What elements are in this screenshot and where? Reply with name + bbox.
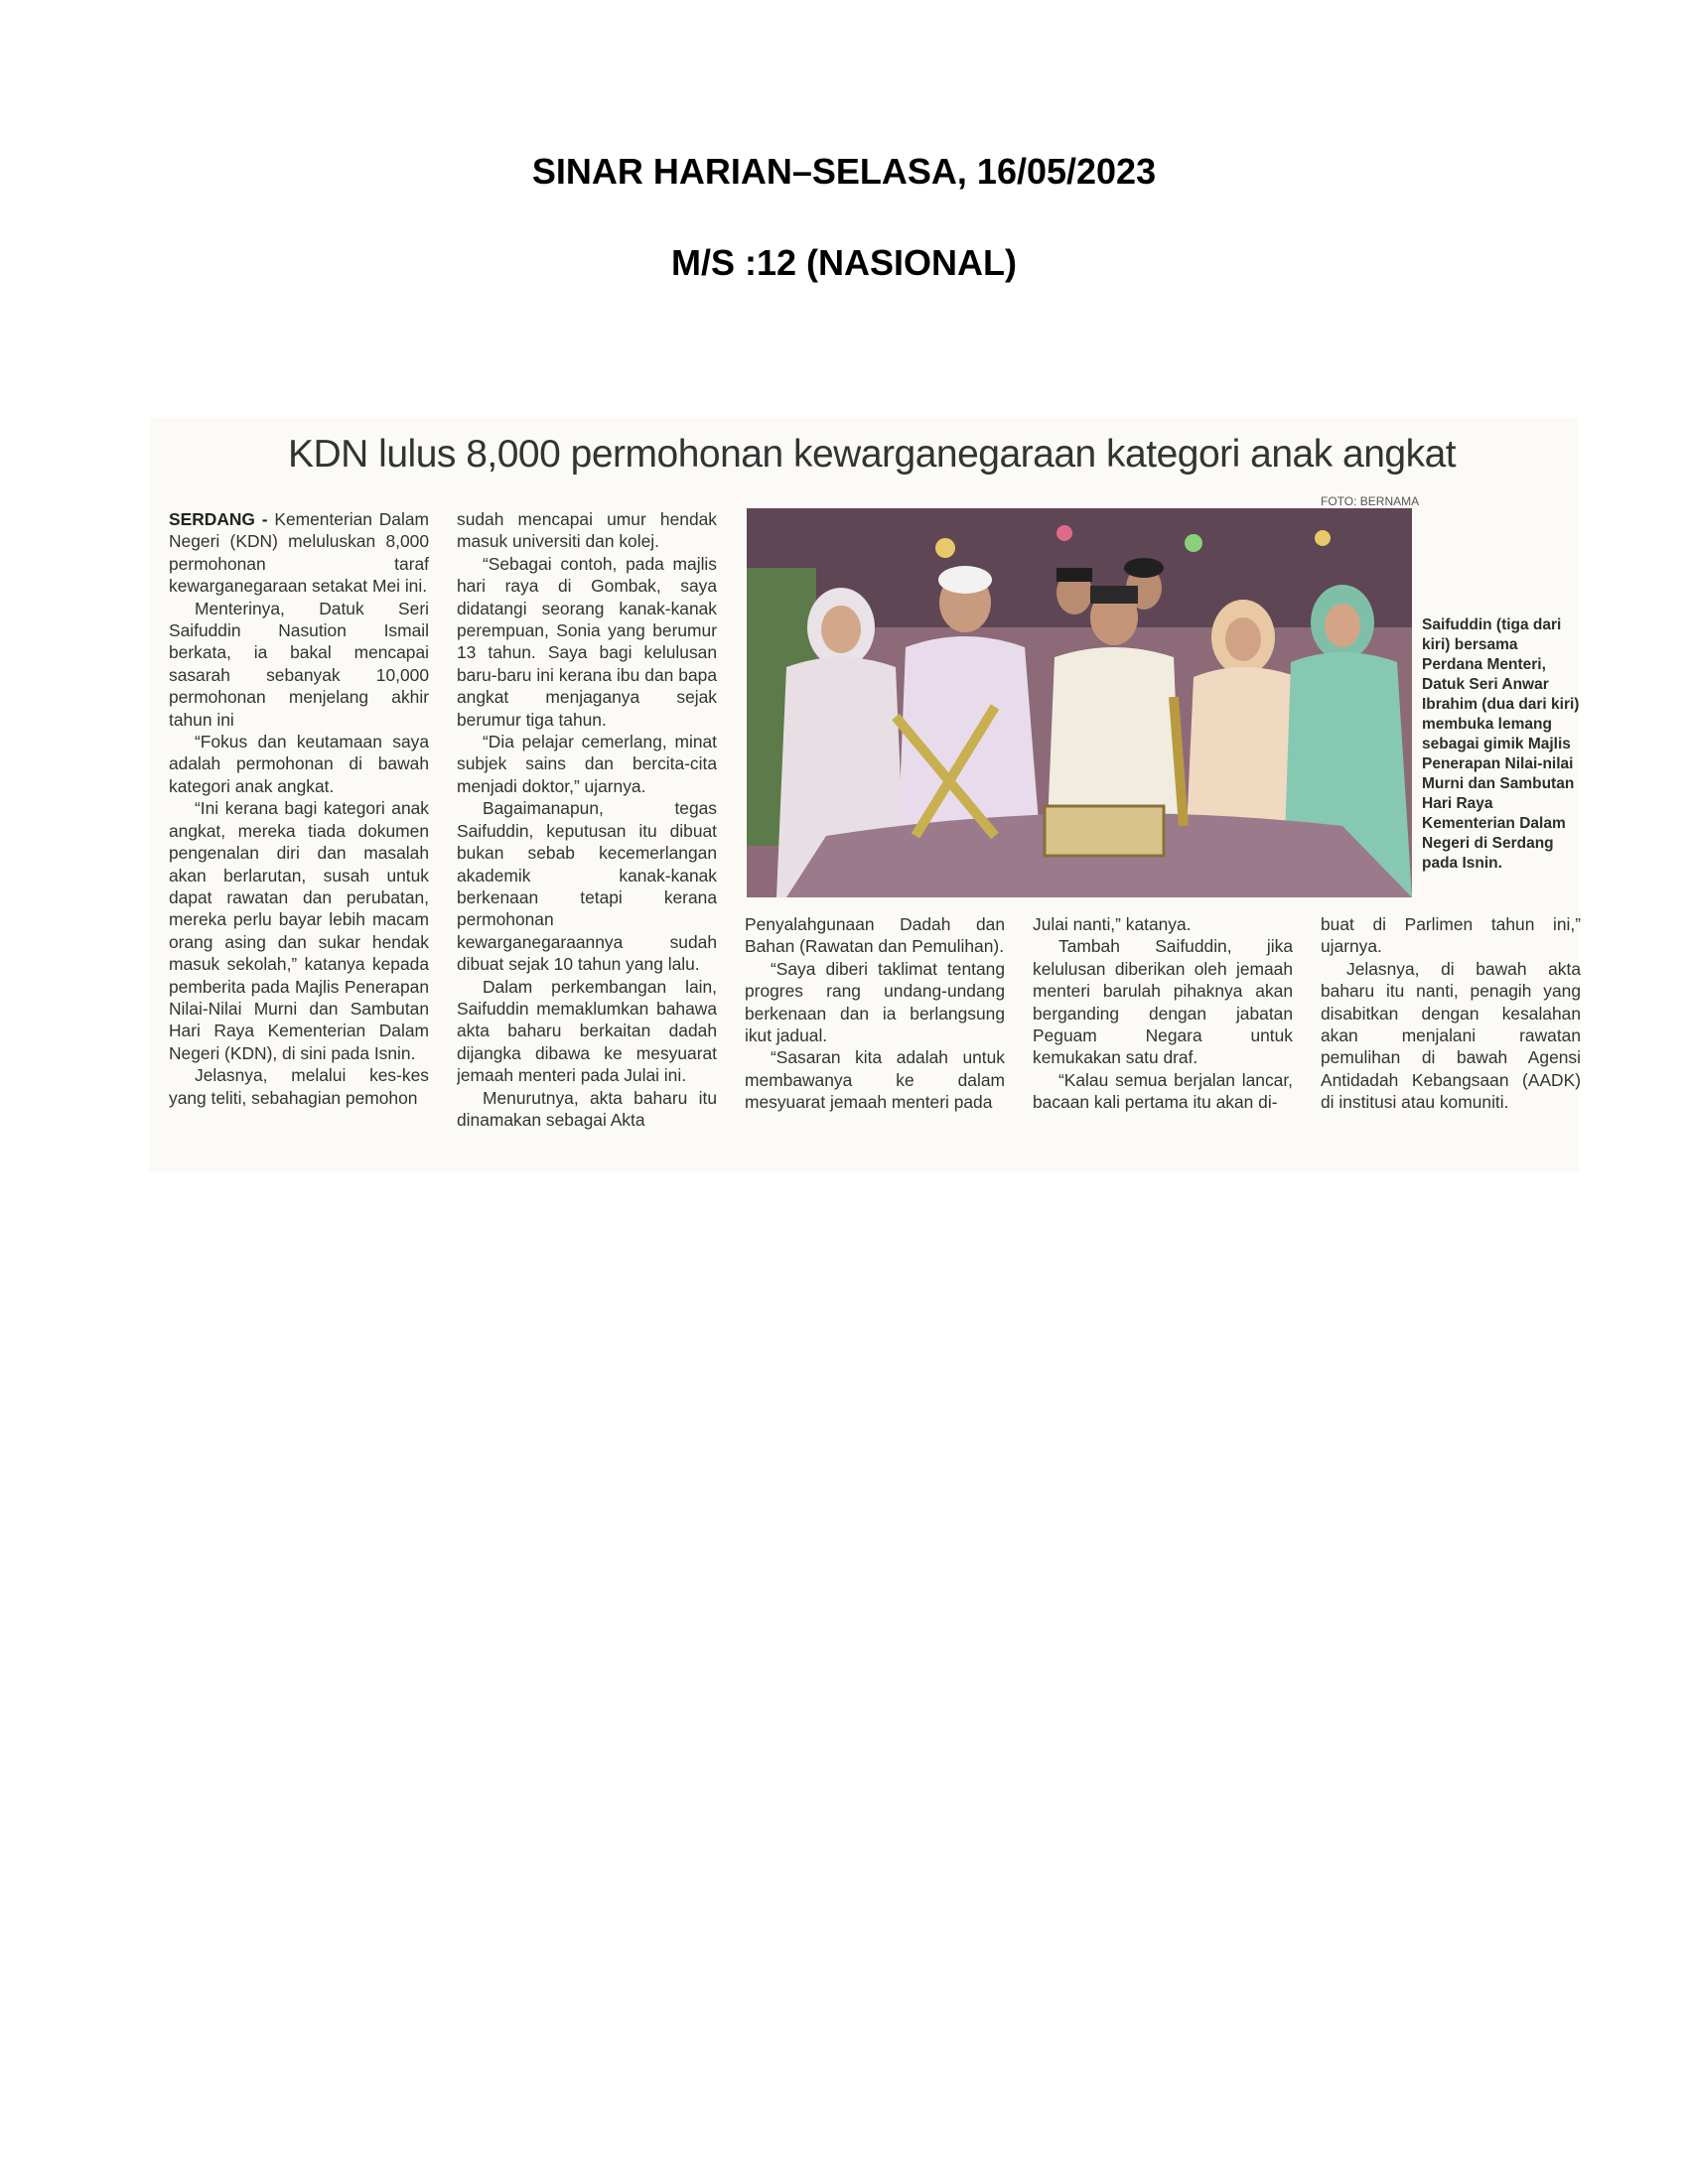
paragraph: Jelasnya, di bawah akta baharu itu nanti, penagih yang disabitkan dengan kesalahan akan menjalani rawatan pemulihan di bawah Agensi Antidadah Kebangsaan (AADK) di institusi atau komuniti. — [1321, 958, 1581, 1113]
paragraph: Julai nanti,” katanya. — [1033, 914, 1192, 934]
article-headline: KDN lulus 8,000 permohonan kewarganegaraan kategori anak angkat — [288, 433, 1457, 476]
photo-credit: FOTO: BERNAMA — [1321, 494, 1420, 508]
photo-caption: Saifuddin (tiga dari kiri) bersama Perdana Menteri, Datuk Seri Anwar Ibrahim (dua dari kiri) membuka lemang sebagai gimik Majlis Penerapan Nilai-nilai Murni dan Sambutan Hari Raya Kementerian Dalam Negeri di Serdang pada Isnin. — [1422, 616, 1580, 872]
article-column-3 — [745, 913, 1005, 1152]
paragraph: “Saya diberi taklimat tentang progres rang undang-undang berkenaan dan ia berlangsung ikut jadual. — [745, 958, 1005, 1046]
article-column-5 — [1321, 913, 1581, 1152]
paragraph: “Sasaran kita adalah untuk membawanya ke dalam mesyuarat jemaah menteri pada — [745, 1047, 1005, 1113]
paragraph: “Fokus dan keutamaan saya adalah permohonan di bawah kategori anak angkat. — [169, 732, 429, 796]
dateline: SERDANG - — [169, 509, 268, 529]
newspaper-clipping — [149, 417, 1579, 1171]
paragraph: “Dia pelajar cemerlang, minat subjek sains dan bercita-cita menjadi doktor,” ujarnya. — [457, 732, 717, 796]
paragraph: “Kalau semua berjalan lancar, bacaan kali pertama itu akan di- — [1033, 1069, 1293, 1113]
paragraph: Menurutnya, akta baharu itu dinamakan sebagai Akta — [457, 1087, 717, 1130]
paragraph-text: Kementerian Dalam Negeri (KDN) meluluskan 8,000 permohonan taraf kewarganegaraan setakat Mei ini. — [169, 509, 429, 597]
article-column-4 — [1033, 913, 1293, 1152]
paragraph: Dalam perkembangan lain, Saifuddin memaklumkan bahawa akta baharu berkaitan dadah dijangka dibawa ke mesyuarat jemaah menteri pada Julai ini. — [457, 976, 717, 1086]
paragraph: “Ini kerana bagi kategori anak angkat, mereka tiada dokumen pengenalan diri dan masalah akan berlarutan, susah untuk dapat rawatan dan perubatan, mereka perlu bayar lebih macam orang asing dan sukar hendak masuk sekolah,” katanya kepada pemberita pada Majlis Penerapan Nilai-Nilai Murni dan Sambutan Hari Raya Kementerian Dalam Negeri (KDN), di sini pada Isnin. — [169, 798, 429, 1063]
paragraph: Tambah Saifuddin, jika kelulusan diberikan oleh jemaah menteri barulah pihaknya akan berganding dengan jabatan Peguam Negara untuk kemukakan satu draf. — [1033, 936, 1293, 1068]
paragraph: sudah mencapai umur hendak masuk universiti dan kolej. — [457, 509, 717, 552]
paragraph: Bagaimanapun, tegas Saifuddin, keputusan itu dibuat bukan sebab kecemerlangan akademik kanak-kanak berkenaan tetapi kerana permohonan kewarganegaraannya sudah dibuat sejak 10 tahun yang lalu. — [457, 798, 717, 975]
paragraph: Jelasnya, melalui kes-kes yang teliti, sebahagian pemohon — [169, 1065, 429, 1108]
paragraph: Penyalahgunaan Dadah dan Bahan (Rawatan dan Pemulihan). — [745, 914, 1005, 957]
article-photo — [747, 508, 1412, 897]
article-column-1 — [169, 508, 429, 1144]
paragraph — [169, 508, 429, 598]
photo-illustration — [747, 508, 1412, 897]
clipping-page-line: M/S :12 (NASIONAL) — [670, 242, 1017, 283]
paragraph: Menterinya, Datuk Seri Saifuddin Nasution Ismail berkata, ia bakal mencapai sasarah sebanyak 10,000 permohonan menjelang akhir tahun ini — [169, 598, 429, 730]
paragraph: “Sebagai contoh, pada majlis hari raya di Gombak, saya didatangi seorang kanak-kanak perempuan, Sonia yang berumur 13 tahun. Saya bagi kelulusan baru-baru ini kerana ibu dan bapa angkat menjaganya sejak berumur tiga tahun. — [457, 553, 717, 730]
clipping-source-line: SINAR HARIAN–SELASA, 16/05/2023 — [531, 151, 1157, 192]
article-column-2 — [457, 508, 717, 1144]
paragraph: buat di Parlimen tahun ini,” ujarnya. — [1321, 914, 1581, 957]
